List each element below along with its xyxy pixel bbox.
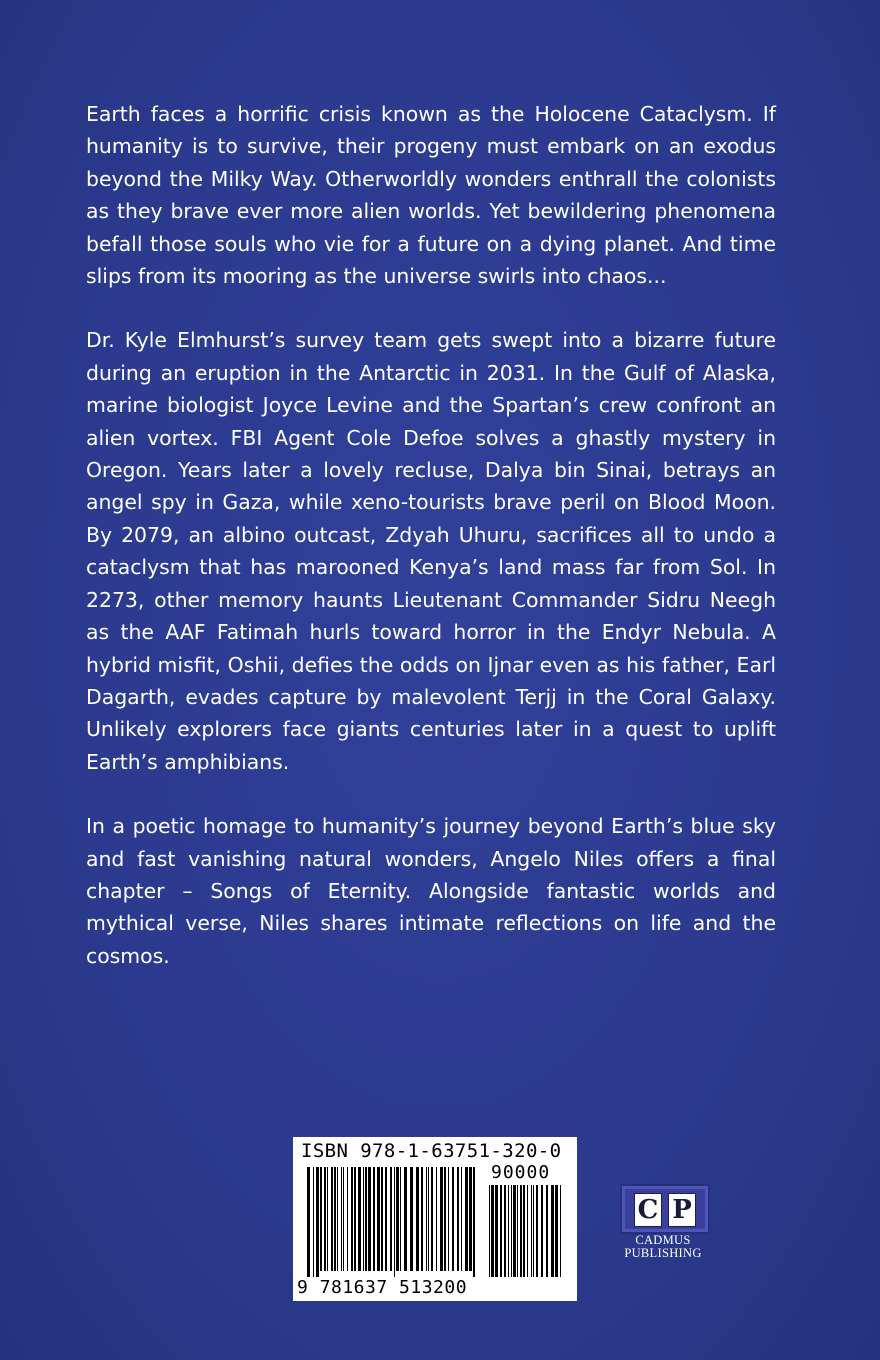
barcode-bar xyxy=(444,1167,446,1271)
barcode-bar xyxy=(365,1167,367,1271)
barcode-bar xyxy=(523,1185,525,1277)
barcode-bar xyxy=(426,1167,427,1271)
blurb-paragraph-3: In a poetic homage to humanity’s journey beyond Earth’s blue sky and fast vanishing natural wonders, Angelo Niles offers a final chapter – Songs of Eternity. Alongside fantastic worlds and mythical verse, Niles shares intimate reflections on life and the cosmos. xyxy=(86,814,776,968)
barcode-bar xyxy=(390,1167,392,1271)
barcode-bar xyxy=(416,1167,419,1271)
blurb-paragraph-1: Earth faces a horrific crisis known as the Holocene Cataclysm. If humanity is to survive, their progeny must embark on an exodus beyond the Milky Way. Otherworldly wonders enthrall the colonists as they brave ever more alien worlds. Yet bewildering phenomena befall those souls who vie for a future on a dying planet. And time slips from its mooring as the universe swirls into chaos... xyxy=(86,102,776,289)
barcode-bar xyxy=(511,1185,512,1277)
barcode-bar xyxy=(428,1167,429,1271)
barcode-bar xyxy=(517,1185,518,1277)
barcode-bar xyxy=(313,1167,314,1277)
isbn-barcode xyxy=(293,1137,577,1301)
barcode-bar xyxy=(421,1167,423,1271)
barcode-bar xyxy=(324,1167,326,1271)
barcode-bar xyxy=(334,1167,336,1271)
barcode-bar xyxy=(560,1185,561,1277)
barcode-bar xyxy=(307,1167,310,1277)
logo-letter-p: P xyxy=(668,1193,696,1227)
barcode-bar xyxy=(440,1167,443,1271)
barcode-bar xyxy=(489,1185,490,1277)
price-addon: 90000 xyxy=(491,1162,551,1183)
barcode-bar xyxy=(341,1167,342,1271)
barcode-bar xyxy=(343,1167,344,1271)
logo-letter-c: C xyxy=(634,1193,662,1227)
barcode-bar xyxy=(513,1185,516,1277)
barcode-bar xyxy=(363,1167,364,1271)
barcode-bar xyxy=(457,1167,459,1271)
barcode-bar xyxy=(469,1167,472,1271)
barcode-bar xyxy=(373,1167,375,1271)
barcode-bar xyxy=(400,1167,401,1271)
barcode-bar xyxy=(385,1167,387,1271)
barcode-bar xyxy=(555,1185,558,1277)
barcode-bar xyxy=(504,1185,506,1277)
barcode-bar xyxy=(404,1167,407,1271)
barcode-bar xyxy=(461,1167,462,1271)
barcode-bar xyxy=(436,1167,437,1271)
publisher-name-line2: PUBLISHING xyxy=(624,1246,702,1260)
barcode-bar xyxy=(495,1185,498,1277)
publisher-name xyxy=(612,1234,714,1260)
barcode-bar xyxy=(331,1167,333,1271)
barcode-bar xyxy=(508,1185,509,1277)
barcode-bar xyxy=(396,1167,399,1271)
barcode-bars xyxy=(307,1167,483,1277)
barcode-bar xyxy=(491,1185,494,1277)
barcode-bar xyxy=(327,1167,328,1271)
barcode-bar xyxy=(520,1185,522,1277)
publisher-name-line1: CADMUS xyxy=(635,1233,691,1247)
barcode-bar xyxy=(381,1167,383,1271)
barcode-bar xyxy=(533,1185,534,1277)
barcode-bar xyxy=(394,1167,395,1277)
barcode-bar xyxy=(354,1167,356,1271)
barcode-bar xyxy=(452,1167,454,1271)
barcode-bar xyxy=(358,1167,361,1271)
barcode-bar xyxy=(536,1185,538,1277)
barcode-bar xyxy=(473,1167,475,1277)
addon-barcode-bars xyxy=(489,1185,569,1277)
barcode-bar xyxy=(351,1167,353,1271)
blurb-paragraph-2: Dr. Kyle Elmhurst’s survey team gets swept into a bizarre future during an eruption in the Antarctic in 2031. In the Gulf of Alaska, marine biologist Joyce Levine and the Spartan’s crew confront an alien vortex. FBI Agent Cole Defoe solves a ghastly mystery in Oregon. Years later a lovely recluse, Dalya bin Sinai, betrays an angel spy in Gaza, while xeno-tourists brave peril on Blood Moon. By 2079, an albino outcast, Zdyah Uhuru, sacrifices all to undo a cataclysm that has marooned Kenya’s land mass far from Sol. In 2273, other memory haunts Lieutenant Commander Sidru Neegh as the AAF Fatimah hurls toward horror in the Endyr Nebula. A hybrid misfit, Oshii, defies the odds on Ijnar even as his father, Earl Dagarth, evades capture by malevolent Terjj in the Coral Galaxy. Unlikely explorers face giants centuries later in a quest to uplift Earth’s amphibians. xyxy=(86,328,776,774)
barcode-bar xyxy=(448,1167,449,1271)
barcode-bar xyxy=(368,1167,371,1271)
barcode-bar xyxy=(431,1167,433,1271)
barcode-bar xyxy=(551,1185,554,1277)
barcode-bar xyxy=(320,1167,322,1271)
logo-emblem xyxy=(620,1184,710,1234)
barcode-bar xyxy=(546,1185,548,1277)
barcode-bar xyxy=(527,1185,528,1277)
barcode-bar xyxy=(347,1167,348,1271)
barcode-bar xyxy=(316,1167,319,1277)
barcode-bar xyxy=(377,1167,380,1271)
isbn-label: ISBN 978-1-63751-320-0 xyxy=(301,1140,562,1162)
barcode-bar xyxy=(500,1185,502,1277)
barcode-bar xyxy=(531,1185,532,1277)
barcode-bar xyxy=(337,1167,338,1271)
barcode-bar xyxy=(465,1167,468,1271)
barcode-bar xyxy=(541,1185,543,1277)
barcode-bar xyxy=(410,1167,413,1271)
ean-digits: 9 781637 513200 xyxy=(297,1277,468,1298)
back-cover-blurb xyxy=(86,98,776,1004)
